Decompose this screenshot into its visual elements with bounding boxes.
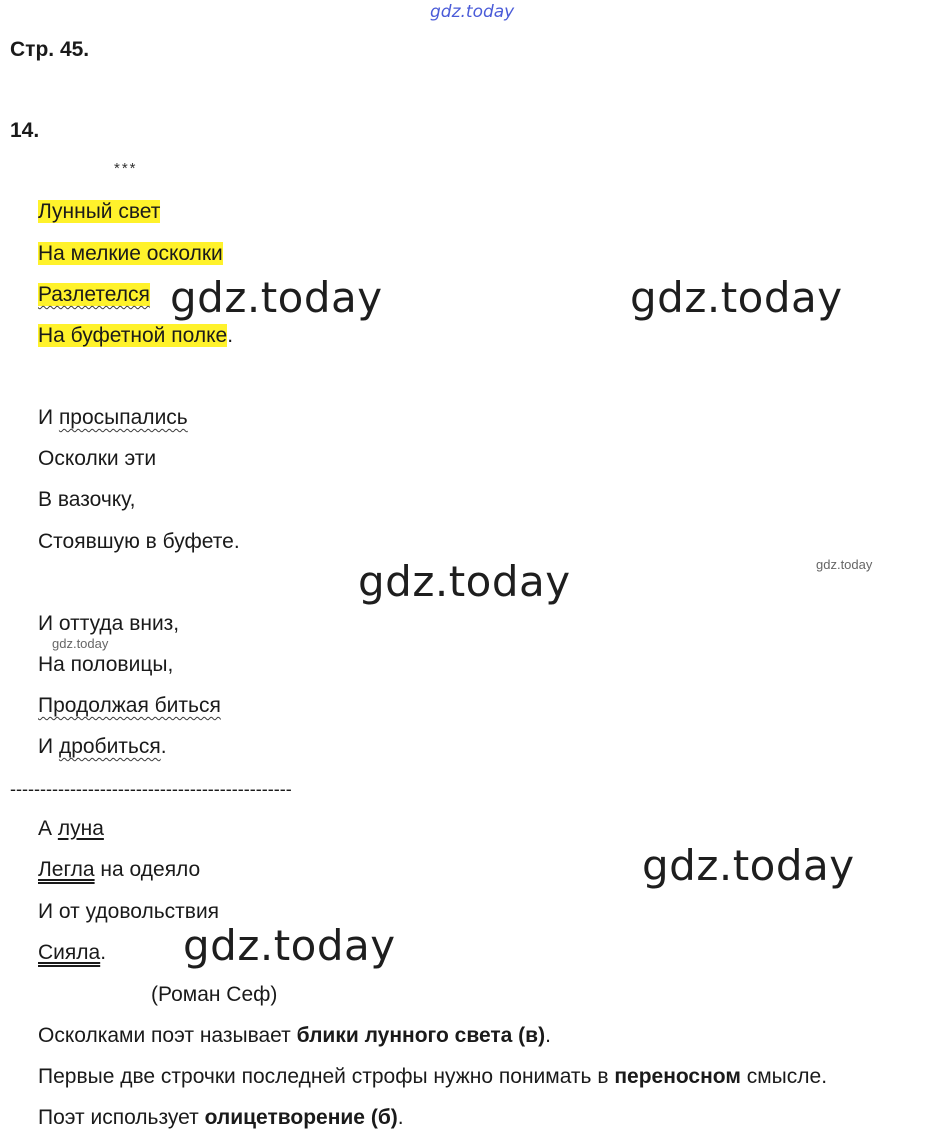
line-text: И bbox=[38, 735, 59, 758]
stanza2-line3: В вазочку, bbox=[38, 488, 136, 511]
answer-bold: переносном bbox=[614, 1065, 741, 1088]
watermark-small: gdz.today bbox=[52, 636, 109, 651]
answer-line-3 bbox=[38, 1105, 404, 1131]
predicate-text: просыпались bbox=[58, 406, 188, 429]
stanza1-line4 bbox=[38, 323, 233, 349]
answer-bold: олицетворение (б) bbox=[204, 1106, 398, 1129]
stanza4-line4 bbox=[38, 940, 106, 966]
stanza1-line2 bbox=[38, 241, 223, 267]
highlighted-text: На буфетной полке bbox=[38, 324, 228, 347]
punctuation: . bbox=[160, 735, 167, 758]
watermark-top: gdz.today bbox=[430, 2, 515, 22]
punctuation: . bbox=[397, 1106, 404, 1129]
answer-text: смысле. bbox=[740, 1065, 828, 1088]
stanza2-line4: Стоявшую в буфете. bbox=[38, 530, 240, 553]
line-text: А bbox=[38, 817, 58, 840]
stanza4-line3: И от удовольствия bbox=[38, 900, 220, 923]
stanza2-line2: Осколки эти bbox=[38, 447, 157, 470]
highlighted-text: Лунный свет bbox=[38, 200, 161, 223]
stanza1-line3 bbox=[38, 282, 150, 308]
predicate-text: Продолжая биться bbox=[38, 694, 221, 717]
answer-text: Осколками поэт называет bbox=[38, 1024, 297, 1047]
highlighted-predicate: Разлетелся bbox=[38, 283, 150, 306]
watermark-big: gdz.today bbox=[642, 841, 855, 890]
stanza3-line1: И оттуда вниз, bbox=[38, 612, 180, 635]
predicate-text: Сияла bbox=[38, 941, 101, 964]
predicate-text: Легла bbox=[38, 858, 95, 881]
stanza2-line1 bbox=[38, 405, 188, 431]
punctuation: . bbox=[545, 1024, 551, 1047]
watermark-big: gdz.today bbox=[630, 273, 843, 322]
answer-line-1 bbox=[38, 1023, 551, 1049]
line-text: на одеяло bbox=[94, 858, 201, 881]
stanza4-line1 bbox=[38, 816, 104, 842]
watermark-big: gdz.today bbox=[183, 921, 396, 970]
subject-text: луна bbox=[57, 817, 104, 840]
task-number-heading: 14. bbox=[10, 119, 40, 142]
watermark-small: gdz.today bbox=[816, 557, 873, 572]
stanza3-line3 bbox=[38, 693, 221, 719]
punctuation: . bbox=[227, 324, 234, 347]
answer-text: Первые две строчки последней строфы нужно понимать в bbox=[38, 1065, 615, 1088]
poem-author: (Роман Сеф) bbox=[151, 983, 278, 1006]
stanza1-line1 bbox=[38, 199, 160, 225]
page-number-heading: Стр. 45. bbox=[10, 38, 90, 61]
stanza3-line4 bbox=[38, 734, 167, 760]
punctuation: . bbox=[100, 941, 107, 964]
stanza4-line2 bbox=[38, 857, 200, 883]
watermark-big: gdz.today bbox=[170, 273, 383, 322]
stanza3-line2: На половицы, bbox=[38, 653, 174, 676]
dashed-separator: ----------------------------------------------- bbox=[10, 780, 292, 798]
answer-bold: блики лунного света (в) bbox=[296, 1024, 546, 1047]
predicate-text: дробиться bbox=[58, 735, 161, 758]
poem-stars: *** bbox=[114, 160, 138, 177]
answer-line-2 bbox=[38, 1064, 827, 1090]
highlighted-text: На мелкие осколки bbox=[38, 242, 223, 265]
line-text: И bbox=[38, 406, 59, 429]
watermark-big: gdz.today bbox=[358, 557, 571, 606]
answer-text: Поэт использует bbox=[38, 1106, 205, 1129]
